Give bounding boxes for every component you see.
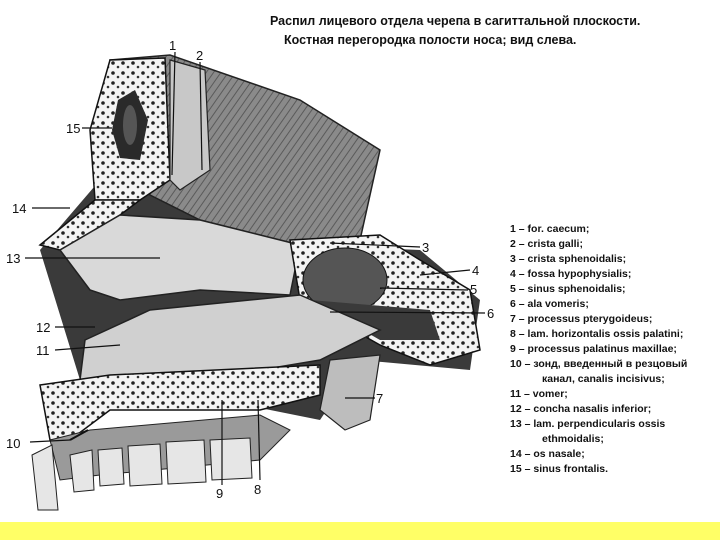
legend-item: 3 – crista sphenoidalis; [510, 253, 627, 265]
legend-item: 12 – concha nasalis inferior; [510, 403, 652, 415]
callout-5: 5 [470, 282, 478, 297]
callout-15: 15 [66, 121, 81, 136]
legend-item: 15 – sinus frontalis. [510, 463, 609, 475]
bottom-bar [0, 522, 720, 540]
legend-item: 2 – crista galli; [510, 238, 583, 250]
legend-item: 13 – lam. perpendicularis ossis [510, 418, 666, 430]
title-line-1: Распил лицевого отдела черепа в сагиттальной плоскости. [270, 14, 641, 28]
callout-2: 2 [196, 48, 204, 63]
legend-item-continuation: ethmoidalis; [542, 433, 604, 445]
legend-item: 1 – for. caecum; [510, 223, 590, 235]
pterygoid-process [320, 355, 380, 430]
callout-10: 10 [6, 436, 21, 451]
frontal-sinus-inner [123, 105, 137, 145]
callout-4: 4 [472, 263, 480, 278]
callout-1: 1 [169, 38, 177, 53]
callout-3: 3 [422, 240, 430, 255]
callout-13: 13 [6, 251, 21, 266]
legend-item: 9 – processus palatinus maxillae; [510, 343, 677, 355]
callout-7: 7 [376, 391, 384, 406]
legend-item: 14 – os nasale; [510, 448, 585, 460]
legend-item: 8 – lam. horizontalis ossis palatini; [510, 328, 684, 340]
callout-6: 6 [487, 306, 495, 321]
callout-12: 12 [36, 320, 51, 335]
callout-11: 11 [36, 343, 50, 358]
legend-item: 7 – processus pterygoideus; [510, 313, 653, 325]
callout-8: 8 [254, 482, 262, 497]
legend-item: 6 – ala vomeris; [510, 298, 589, 310]
crista-galli [170, 60, 210, 190]
legend-item: 4 – fossa hypophysialis; [510, 268, 632, 280]
legend [510, 222, 720, 477]
legend-item: 11 – vomer; [510, 388, 568, 400]
legend-item: 5 – sinus sphenoidalis; [510, 283, 626, 295]
callout-14: 14 [12, 201, 27, 216]
legend-item: 10 – зонд, введенный в резцовый [510, 358, 688, 370]
callout-9: 9 [216, 486, 224, 501]
title-line-2: Костная перегородка полости носа; вид слева. [284, 33, 577, 47]
legend-item-continuation: канал, canalis incisivus; [542, 373, 665, 385]
